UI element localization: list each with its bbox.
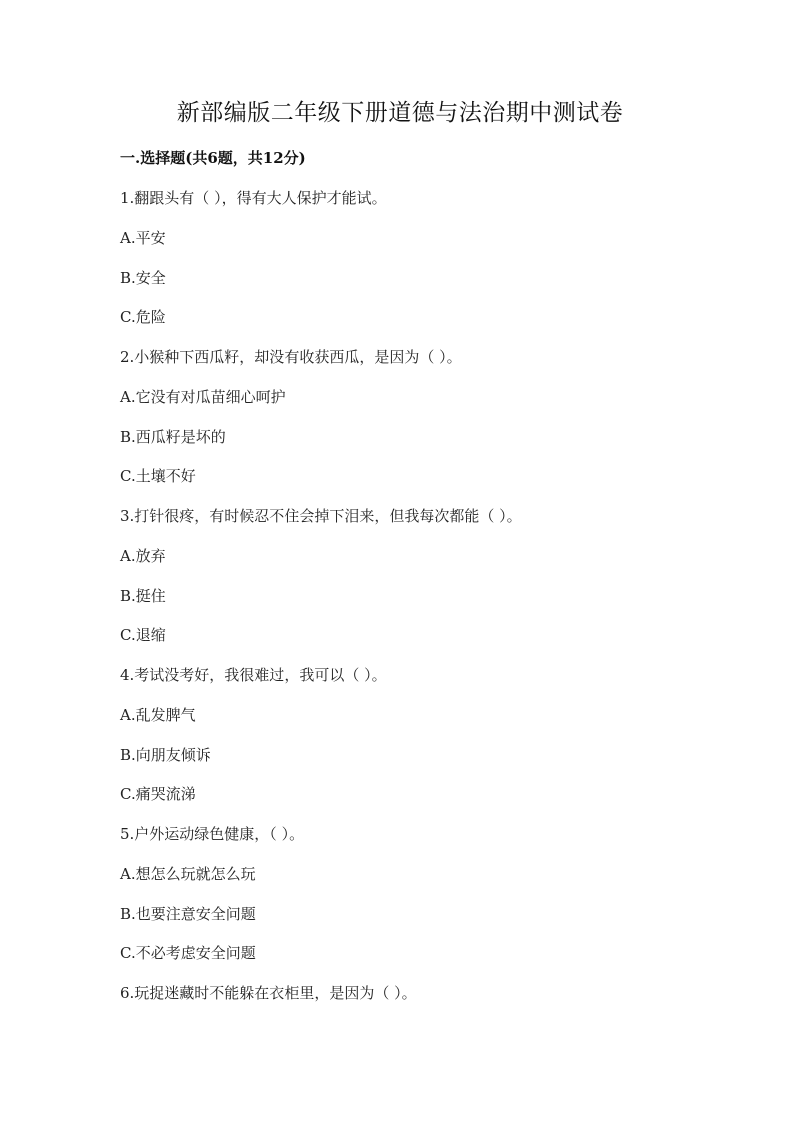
question-1-option-c: C.危险: [120, 308, 166, 326]
question-3-stem: 3.打针很疼，有时候忍不住会掉下泪来，但我每次都能（ ）。: [120, 507, 522, 525]
page-title: 新部编版二年级下册道德与法治期中测试卷: [176, 100, 624, 126]
question-2-option-a: A.它没有对瓜苗细心呵护: [120, 388, 286, 406]
question-5-option-b: B.也要注意安全问题: [120, 905, 256, 923]
question-4-option-b: B.向朋友倾诉: [120, 746, 211, 764]
question-1-option-b: B.安全: [120, 269, 166, 287]
question-5-option-a: A.想怎么玩就怎么玩: [120, 865, 256, 883]
question-1-stem: 1.翻跟头有（ ），得有大人保护才能试。: [120, 189, 387, 207]
section-heading: 一.选择题(共6题，共12分): [120, 149, 306, 167]
question-1-option-a: A.平安: [120, 229, 166, 247]
question-3-option-b: B.挺住: [120, 587, 166, 605]
question-4-option-c: C.痛哭流涕: [120, 785, 196, 803]
question-2-option-b: B.西瓜籽是坏的: [120, 428, 226, 446]
question-5-option-c: C.不必考虑安全问题: [120, 944, 256, 962]
question-2-stem: 2.小猴种下西瓜籽，却没有收获西瓜，是因为（ ）。: [120, 348, 462, 366]
question-3-option-c: C.退缩: [120, 626, 166, 644]
question-4-stem: 4.考试没考好，我很难过，我可以（ ）。: [120, 666, 387, 684]
question-3-option-a: A.放弃: [120, 547, 166, 565]
question-4-option-a: A.乱发脾气: [120, 706, 196, 724]
question-5-stem: 5.户外运动绿色健康，（ ）。: [120, 825, 305, 843]
question-2-option-c: C.土壤不好: [120, 467, 196, 485]
question-6-stem: 6.玩捉迷藏时不能躲在衣柜里，是因为（ ）。: [120, 984, 417, 1002]
